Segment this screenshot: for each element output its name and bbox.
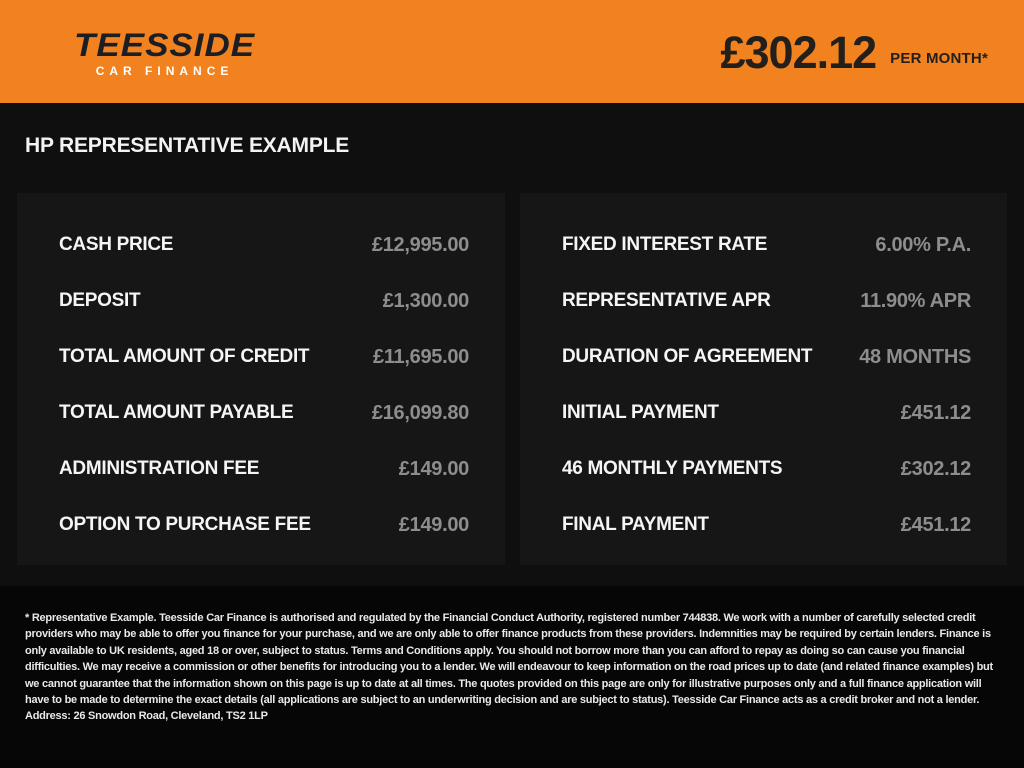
main-section bbox=[0, 103, 1024, 586]
brand-logo[interactable] bbox=[74, 28, 255, 77]
finance-value: £451.12 bbox=[900, 513, 971, 536]
table-row bbox=[562, 329, 971, 385]
table-row bbox=[562, 497, 971, 553]
finance-label: OPTION TO PURCHASE FEE bbox=[59, 514, 311, 535]
finance-value: £451.12 bbox=[900, 401, 971, 424]
table-row bbox=[59, 217, 469, 273]
finance-value: £302.12 bbox=[900, 457, 971, 480]
finance-label: TOTAL AMOUNT OF CREDIT bbox=[59, 346, 310, 367]
finance-label: 46 MONTHLY PAYMENTS bbox=[562, 458, 783, 479]
table-row bbox=[562, 273, 971, 329]
table-row bbox=[562, 441, 971, 497]
finance-label: DEPOSIT bbox=[59, 290, 141, 311]
table-row bbox=[562, 385, 971, 441]
page-title: HP REPRESENTATIVE EXAMPLE bbox=[25, 134, 350, 157]
finance-label: REPRESENTATIVE APR bbox=[562, 290, 771, 311]
finance-value: £16,099.80 bbox=[371, 401, 469, 424]
finance-label: TOTAL AMOUNT PAYABLE bbox=[59, 402, 294, 423]
finance-panel-left bbox=[17, 193, 505, 565]
finance-label: ADMINISTRATION FEE bbox=[59, 458, 260, 479]
finance-label: DURATION OF AGREEMENT bbox=[562, 346, 813, 367]
finance-label: CASH PRICE bbox=[59, 234, 174, 255]
table-row bbox=[59, 385, 469, 441]
legal-disclaimer: * Representative Example. Teesside Car Finance is authorised and regulated by the Financial Conduct Authority, registered number 744838. We work with a number of carefully selected credit providers who may be able to offer you finance for your purchase, and we are only able to offer finance products from these providers. Indemnities may be required by certain lenders. Finance is only available to UK residents, aged 18 or over, subject to status. Terms and Conditions apply. You should not borrow more than you can afford to repay as doing so can cause you financial difficulties. We may receive a commission or other benefits for introducing you to a lender. We will endeavour to keep information on the road prices up to date (and related finance examples) but we cannot guarantee that the information shown on this page is up to date at all times. The quotes provided on this page are only for illustrative purposes only and a full finance application will have to be made to determine the exact details (all applications are subject to an underwriting decision and are subject to status). Teesside Car Finance acts as a credit broker and not a lender. Address: 26 Snowdon Road, Cleveland, TS2 1LP bbox=[25, 612, 993, 723]
finance-label: INITIAL PAYMENT bbox=[562, 402, 719, 423]
finance-value: £1,300.00 bbox=[382, 289, 469, 312]
finance-value: 48 MONTHS bbox=[859, 345, 971, 368]
header-banner bbox=[0, 0, 1024, 103]
finance-value: £12,995.00 bbox=[371, 233, 469, 256]
finance-value: £149.00 bbox=[398, 457, 469, 480]
brand-tagline: CAR FINANCE bbox=[95, 64, 234, 78]
finance-value: 11.90% APR bbox=[860, 289, 971, 312]
monthly-price: £302.12 bbox=[720, 27, 877, 78]
table-row bbox=[562, 217, 971, 273]
finance-value: 6.00% P.A. bbox=[875, 233, 971, 256]
finance-value: £149.00 bbox=[398, 513, 469, 536]
table-row bbox=[59, 273, 469, 329]
monthly-price-suffix: PER MONTH* bbox=[890, 50, 988, 67]
monthly-price-block bbox=[720, 0, 988, 103]
finance-value: £11,695.00 bbox=[373, 345, 469, 368]
table-row bbox=[59, 497, 469, 553]
finance-panel-right bbox=[520, 193, 1007, 565]
finance-label: FINAL PAYMENT bbox=[562, 514, 709, 535]
table-row bbox=[59, 441, 469, 497]
footer-section bbox=[0, 586, 1024, 768]
table-row bbox=[59, 329, 469, 385]
finance-label: FIXED INTEREST RATE bbox=[562, 234, 768, 255]
brand-name: TEESSIDE bbox=[74, 27, 256, 64]
